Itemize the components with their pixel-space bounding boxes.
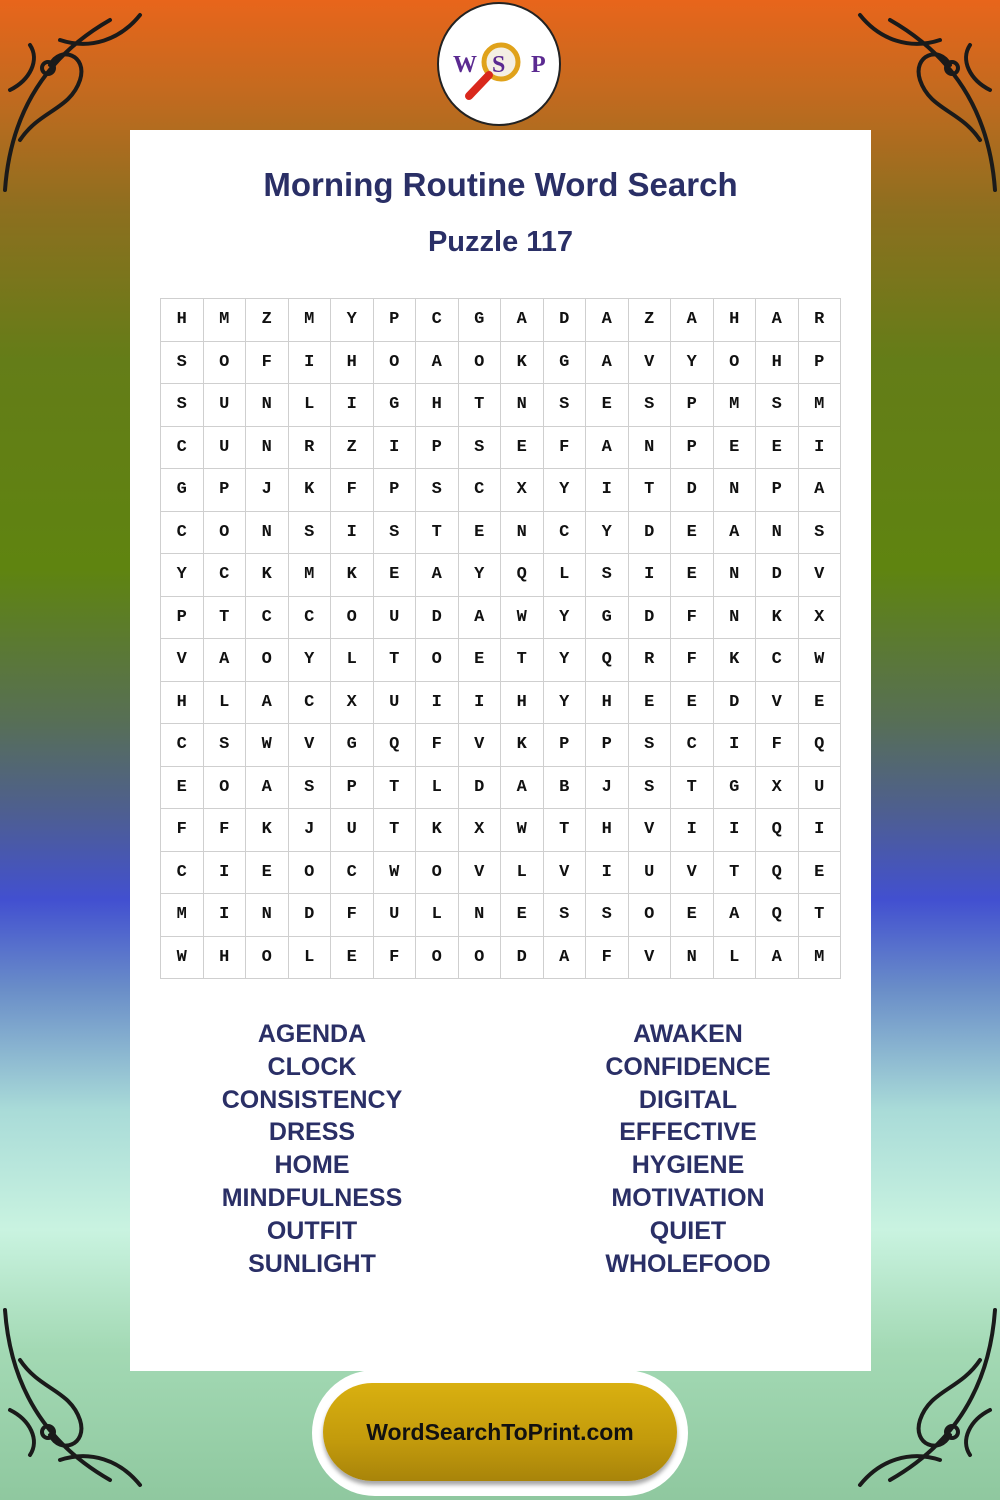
website-button[interactable] [323, 1383, 677, 1481]
grid-cell[interactable]: F [161, 809, 204, 852]
grid-cell[interactable]: Q [756, 852, 799, 895]
grid-cell[interactable]: Q [501, 554, 544, 597]
word-item: AWAKEN [633, 1020, 743, 1048]
grid-cell[interactable]: S [629, 384, 672, 427]
grid-cell[interactable]: E [459, 639, 502, 682]
puzzle-panel [130, 130, 871, 1371]
grid-cell[interactable]: M [799, 384, 842, 427]
logo-letter-p: P [531, 52, 546, 78]
grid-cell[interactable]: I [459, 682, 502, 725]
grid-cell[interactable]: C [161, 852, 204, 895]
grid-cell[interactable]: P [586, 724, 629, 767]
grid-cell[interactable]: K [501, 342, 544, 385]
grid-cell[interactable]: O [714, 342, 757, 385]
grid-cell[interactable]: U [799, 767, 842, 810]
grid-cell[interactable]: H [331, 342, 374, 385]
grid-cell[interactable]: O [204, 342, 247, 385]
grid-cell[interactable]: D [629, 597, 672, 640]
word-item: MOTIVATION [611, 1183, 765, 1212]
grid-cell[interactable]: P [544, 724, 587, 767]
grid-cell[interactable]: E [714, 427, 757, 470]
grid-cell[interactable]: V [459, 852, 502, 895]
grid-cell[interactable]: V [629, 342, 672, 385]
grid-cell[interactable]: E [586, 384, 629, 427]
grid-cell[interactable]: R [289, 427, 332, 470]
grid-cell[interactable]: C [544, 512, 587, 555]
grid-cell[interactable]: O [459, 342, 502, 385]
grid-cell[interactable]: I [586, 469, 629, 512]
grid-cell[interactable]: C [756, 639, 799, 682]
grid-cell[interactable]: T [799, 894, 842, 937]
grid-cell[interactable]: D [289, 894, 332, 937]
grid-cell[interactable]: I [799, 427, 842, 470]
grid-cell[interactable]: O [204, 512, 247, 555]
word-item: OUTFIT [266, 1216, 358, 1245]
grid-cell[interactable]: N [459, 894, 502, 937]
grid-cell[interactable]: O [459, 937, 502, 980]
grid-cell[interactable]: H [756, 342, 799, 385]
grid-cell[interactable]: E [246, 852, 289, 895]
grid-cell[interactable]: H [161, 299, 204, 342]
grid-cell[interactable]: N [629, 427, 672, 470]
grid-cell[interactable]: T [204, 597, 247, 640]
grid-cell[interactable]: S [629, 767, 672, 810]
grid-cell[interactable]: A [416, 554, 459, 597]
grid-cell[interactable]: Q [586, 639, 629, 682]
grid-cell[interactable]: G [459, 299, 502, 342]
grid-cell[interactable]: F [671, 597, 714, 640]
grid-cell[interactable]: L [289, 384, 332, 427]
grid-cell[interactable]: F [204, 809, 247, 852]
grid-cell[interactable]: X [459, 809, 502, 852]
grid-cell[interactable]: E [374, 554, 417, 597]
word-item: WHOLEFOOD [605, 1249, 771, 1278]
grid-cell[interactable]: K [756, 597, 799, 640]
grid-cell[interactable]: C [161, 427, 204, 470]
grid-cell[interactable]: O [416, 852, 459, 895]
grid-cell[interactable]: D [501, 937, 544, 980]
grid-cell[interactable]: Y [289, 639, 332, 682]
word-item: AGENDA [257, 1020, 367, 1048]
grid-cell[interactable]: G [374, 384, 417, 427]
grid-cell[interactable]: H [586, 809, 629, 852]
grid-cell[interactable]: I [331, 512, 374, 555]
grid-cell[interactable]: I [374, 427, 417, 470]
grid-cell[interactable]: W [161, 937, 204, 980]
grid-cell[interactable]: Q [756, 809, 799, 852]
grid-cell[interactable]: Y [671, 342, 714, 385]
grid-cell[interactable]: T [374, 767, 417, 810]
grid-cell[interactable]: F [756, 724, 799, 767]
grid-cell[interactable]: P [671, 427, 714, 470]
grid-cell[interactable]: E [501, 427, 544, 470]
grid-cell[interactable]: D [671, 469, 714, 512]
word-item: DRESS [268, 1118, 356, 1147]
grid-cell[interactable]: V [629, 809, 672, 852]
grid-cell[interactable]: S [161, 342, 204, 385]
grid-cell[interactable]: A [671, 299, 714, 342]
grid-cell[interactable]: H [501, 682, 544, 725]
grid-cell[interactable]: C [161, 512, 204, 555]
grid-cell[interactable]: G [714, 767, 757, 810]
grid-cell[interactable]: Y [459, 554, 502, 597]
grid-cell[interactable]: A [501, 299, 544, 342]
grid-cell[interactable]: A [544, 937, 587, 980]
grid-cell[interactable]: M [714, 384, 757, 427]
grid-cell[interactable]: K [246, 809, 289, 852]
grid-cell[interactable]: C [459, 469, 502, 512]
grid-cell[interactable]: A [246, 682, 289, 725]
grid-cell[interactable]: Y [331, 299, 374, 342]
grid-cell[interactable]: W [246, 724, 289, 767]
grid-cell[interactable]: E [799, 852, 842, 895]
grid-cell[interactable]: A [799, 469, 842, 512]
grid-cell[interactable]: P [756, 469, 799, 512]
puzzle-number: Puzzle 117 [427, 226, 574, 258]
grid-cell[interactable]: Y [161, 554, 204, 597]
grid-cell[interactable]: D [756, 554, 799, 597]
grid-cell[interactable]: T [459, 384, 502, 427]
grid-cell[interactable]: Y [544, 597, 587, 640]
grid-cell[interactable]: G [161, 469, 204, 512]
grid-cell[interactable]: Z [629, 299, 672, 342]
grid-cell[interactable]: C [161, 724, 204, 767]
grid-cell[interactable]: T [374, 639, 417, 682]
grid-cell[interactable]: H [416, 384, 459, 427]
grid-cell[interactable]: A [714, 512, 757, 555]
grid-cell[interactable]: C [289, 682, 332, 725]
grid-cell[interactable]: S [586, 894, 629, 937]
grid-cell[interactable]: S [289, 512, 332, 555]
grid-cell[interactable]: X [799, 597, 842, 640]
grid-cell[interactable]: M [204, 299, 247, 342]
grid-cell[interactable]: K [501, 724, 544, 767]
grid-cell[interactable]: W [501, 597, 544, 640]
grid-cell[interactable]: A [501, 767, 544, 810]
word-item: QUIET [649, 1216, 727, 1245]
grid-cell[interactable]: L [204, 682, 247, 725]
grid-cell[interactable]: Y [544, 682, 587, 725]
grid-cell[interactable]: P [331, 767, 374, 810]
grid-cell[interactable]: F [331, 894, 374, 937]
grid-cell[interactable]: I [629, 554, 672, 597]
grid-cell[interactable]: U [204, 384, 247, 427]
grid-cell[interactable]: L [289, 937, 332, 980]
grid-cell[interactable]: G [544, 342, 587, 385]
grid-cell[interactable]: V [289, 724, 332, 767]
grid-cell[interactable]: T [416, 512, 459, 555]
grid-cell[interactable]: N [671, 937, 714, 980]
grid-cell[interactable]: L [501, 852, 544, 895]
grid-cell[interactable]: A [586, 427, 629, 470]
grid-cell[interactable]: W [501, 809, 544, 852]
word-item: CONFIDENCE [605, 1052, 771, 1081]
grid-cell[interactable]: C [416, 299, 459, 342]
grid-cell[interactable]: I [204, 852, 247, 895]
grid-cell[interactable]: R [629, 639, 672, 682]
word-list-right [538, 1018, 838, 1280]
grid-cell[interactable]: L [714, 937, 757, 980]
grid-cell[interactable]: Z [331, 427, 374, 470]
grid-cell[interactable]: F [374, 937, 417, 980]
grid-cell[interactable]: F [246, 342, 289, 385]
grid-cell[interactable]: J [246, 469, 289, 512]
grid-cell[interactable]: O [374, 342, 417, 385]
grid-cell[interactable]: N [246, 894, 289, 937]
grid-cell[interactable]: F [416, 724, 459, 767]
grid-cell[interactable]: S [374, 512, 417, 555]
grid-cell[interactable]: E [799, 682, 842, 725]
grid-cell[interactable]: D [416, 597, 459, 640]
grid-cell[interactable]: S [799, 512, 842, 555]
grid-cell[interactable]: X [331, 682, 374, 725]
grid-cell[interactable]: L [331, 639, 374, 682]
grid-cell[interactable]: S [544, 384, 587, 427]
logo-letter-s: S [492, 52, 506, 78]
grid-cell[interactable]: W [799, 639, 842, 682]
grid-cell[interactable]: K [416, 809, 459, 852]
grid-cell[interactable]: K [289, 469, 332, 512]
grid-cell[interactable]: S [756, 384, 799, 427]
grid-cell[interactable]: T [671, 767, 714, 810]
grid-cell[interactable]: P [374, 469, 417, 512]
grid-cell[interactable]: V [799, 554, 842, 597]
grid-cell[interactable]: U [374, 682, 417, 725]
page-title: Morning Routine Word Search [263, 166, 738, 203]
grid-cell[interactable]: I [714, 724, 757, 767]
grid-cell[interactable]: H [204, 937, 247, 980]
grid-cell[interactable]: E [756, 427, 799, 470]
grid-cell[interactable]: J [289, 809, 332, 852]
grid-cell[interactable]: U [374, 894, 417, 937]
word-item: HOME [274, 1151, 350, 1180]
grid-cell[interactable]: K [331, 554, 374, 597]
grid-cell[interactable]: A [416, 342, 459, 385]
grid-cell[interactable]: Q [374, 724, 417, 767]
grid-cell[interactable]: V [671, 852, 714, 895]
grid-cell[interactable]: P [799, 342, 842, 385]
grid-cell[interactable]: A [756, 299, 799, 342]
grid-cell[interactable]: A [204, 639, 247, 682]
grid-cell[interactable]: Y [544, 469, 587, 512]
grid-cell[interactable]: Y [544, 639, 587, 682]
word-item: MINDFULNESS [221, 1183, 403, 1212]
grid-cell[interactable]: B [544, 767, 587, 810]
grid-cell[interactable]: O [246, 937, 289, 980]
grid-cell[interactable]: N [246, 384, 289, 427]
grid-cell[interactable]: P [161, 597, 204, 640]
grid-cell[interactable]: P [671, 384, 714, 427]
grid-cell[interactable]: O [416, 639, 459, 682]
grid-cell[interactable]: F [331, 469, 374, 512]
word-item: DIGITAL [638, 1085, 738, 1114]
website-link[interactable]: WordSearchToPrint.com [366, 1418, 634, 1445]
grid-cell[interactable]: E [331, 937, 374, 980]
grid-cell[interactable]: K [246, 554, 289, 597]
grid-cell[interactable]: M [289, 299, 332, 342]
grid-cell[interactable]: U [374, 597, 417, 640]
word-item: EFFECTIVE [619, 1118, 757, 1147]
grid-cell[interactable]: F [586, 937, 629, 980]
grid-cell[interactable]: Z [246, 299, 289, 342]
grid-cell[interactable]: A [756, 937, 799, 980]
grid-cell[interactable]: U [331, 809, 374, 852]
grid-cell[interactable]: D [629, 512, 672, 555]
grid-cell[interactable]: M [161, 894, 204, 937]
grid-cell[interactable]: C [289, 597, 332, 640]
word-list-left [162, 1018, 462, 1280]
grid-cell[interactable]: N [501, 384, 544, 427]
grid-cell[interactable]: O [331, 597, 374, 640]
grid-cell[interactable]: M [289, 554, 332, 597]
grid-cell[interactable]: A [586, 342, 629, 385]
grid-cell[interactable]: R [799, 299, 842, 342]
grid-cell[interactable]: E [161, 767, 204, 810]
grid-cell[interactable]: N [246, 512, 289, 555]
grid-cell[interactable]: F [544, 427, 587, 470]
magnifier-icon [439, 4, 559, 124]
grid-cell[interactable]: C [671, 724, 714, 767]
grid-cell[interactable]: Q [799, 724, 842, 767]
grid-cell[interactable]: E [459, 512, 502, 555]
grid-cell[interactable]: S [204, 724, 247, 767]
grid-cell[interactable]: S [161, 384, 204, 427]
grid-cell[interactable]: I [204, 894, 247, 937]
grid-cell[interactable]: E [671, 682, 714, 725]
grid-cell[interactable]: X [501, 469, 544, 512]
grid-cell[interactable]: N [246, 427, 289, 470]
grid-cell[interactable]: U [629, 852, 672, 895]
grid-cell[interactable]: T [501, 639, 544, 682]
grid-cell[interactable]: H [161, 682, 204, 725]
grid-cell[interactable]: C [331, 852, 374, 895]
grid-cell[interactable]: J [586, 767, 629, 810]
grid-cell[interactable]: H [714, 299, 757, 342]
grid-cell[interactable]: T [374, 809, 417, 852]
grid-cell[interactable]: S [629, 724, 672, 767]
grid-cell[interactable]: A [714, 894, 757, 937]
grid-cell[interactable]: I [416, 682, 459, 725]
grid-cell[interactable]: N [714, 597, 757, 640]
grid-cell[interactable]: T [544, 809, 587, 852]
grid-cell[interactable]: V [459, 724, 502, 767]
grid-cell[interactable]: G [331, 724, 374, 767]
grid-cell[interactable]: O [416, 937, 459, 980]
grid-cell[interactable]: A [246, 767, 289, 810]
grid-cell[interactable]: O [204, 767, 247, 810]
word-item: CONSISTENCY [221, 1085, 403, 1114]
grid-cell[interactable]: O [289, 852, 332, 895]
grid-cell[interactable]: E [671, 512, 714, 555]
grid-cell[interactable]: S [459, 427, 502, 470]
grid-cell[interactable]: E [671, 554, 714, 597]
grid-cell[interactable]: A [459, 597, 502, 640]
grid-cell[interactable]: Q [756, 894, 799, 937]
grid-cell[interactable]: I [671, 809, 714, 852]
grid-cell[interactable]: D [459, 767, 502, 810]
grid-cell[interactable]: P [416, 427, 459, 470]
grid-cell[interactable]: T [629, 469, 672, 512]
grid-cell[interactable]: C [204, 554, 247, 597]
logo-letter-w: W [453, 52, 477, 78]
grid-cell[interactable]: O [629, 894, 672, 937]
grid-cell[interactable]: D [544, 299, 587, 342]
grid-cell[interactable]: N [756, 512, 799, 555]
grid-cell[interactable]: G [586, 597, 629, 640]
grid-cell[interactable]: V [544, 852, 587, 895]
grid-cell[interactable]: H [586, 682, 629, 725]
grid-cell[interactable]: W [374, 852, 417, 895]
grid-cell[interactable]: O [246, 639, 289, 682]
grid-cell[interactable]: S [586, 554, 629, 597]
grid-cell[interactable]: L [416, 894, 459, 937]
grid-cell[interactable]: I [289, 342, 332, 385]
word-item: SUNLIGHT [248, 1249, 376, 1278]
grid-cell[interactable]: U [204, 427, 247, 470]
grid-cell[interactable]: I [714, 809, 757, 852]
grid-cell[interactable]: T [714, 852, 757, 895]
grid-cell[interactable]: I [331, 384, 374, 427]
grid-cell[interactable]: S [544, 894, 587, 937]
site-logo[interactable] [437, 2, 561, 126]
grid-cell[interactable]: E [629, 682, 672, 725]
grid-cell[interactable]: L [416, 767, 459, 810]
letter-grid [160, 298, 841, 979]
grid-cell[interactable]: E [501, 894, 544, 937]
grid-cell[interactable]: I [586, 852, 629, 895]
grid-cell[interactable]: A [586, 299, 629, 342]
grid-cell[interactable]: V [161, 639, 204, 682]
grid-cell[interactable]: F [671, 639, 714, 682]
word-item: CLOCK [267, 1052, 357, 1081]
grid-cell[interactable]: E [671, 894, 714, 937]
grid-cell[interactable]: V [756, 682, 799, 725]
grid-cell[interactable]: N [501, 512, 544, 555]
grid-cell[interactable]: D [714, 682, 757, 725]
grid-cell[interactable]: V [629, 937, 672, 980]
grid-cell[interactable]: N [714, 554, 757, 597]
grid-cell[interactable]: C [246, 597, 289, 640]
word-item: HYGIENE [631, 1151, 745, 1180]
grid-cell[interactable]: K [714, 639, 757, 682]
grid-cell[interactable]: L [544, 554, 587, 597]
grid-cell[interactable]: M [799, 937, 842, 980]
grid-cell[interactable]: I [799, 809, 842, 852]
grid-cell[interactable]: N [714, 469, 757, 512]
grid-cell[interactable]: Y [586, 512, 629, 555]
grid-cell[interactable]: S [416, 469, 459, 512]
grid-cell[interactable]: X [756, 767, 799, 810]
grid-cell[interactable]: S [289, 767, 332, 810]
grid-cell[interactable]: P [374, 299, 417, 342]
grid-cell[interactable]: P [204, 469, 247, 512]
